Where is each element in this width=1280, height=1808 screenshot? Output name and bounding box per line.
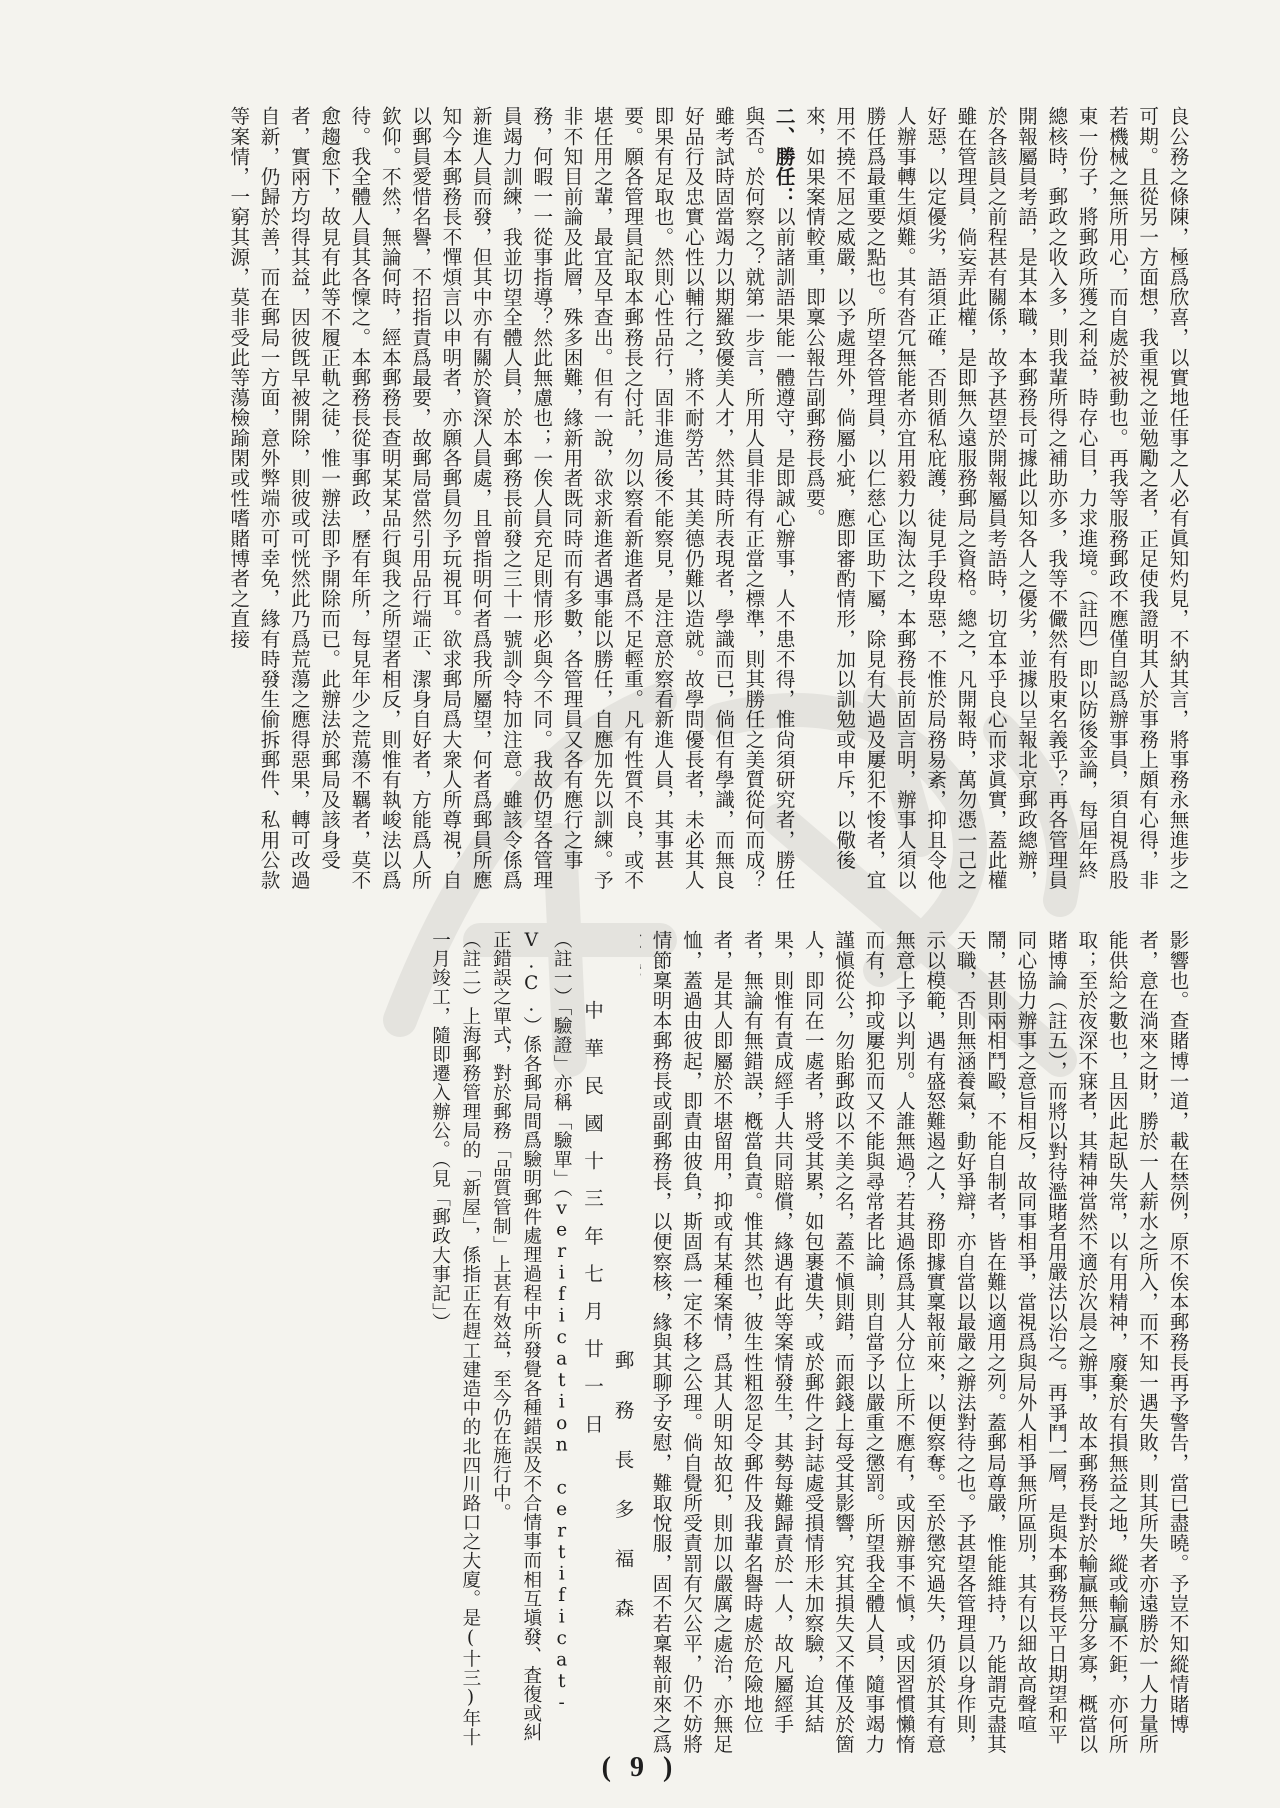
upper-text-block xyxy=(92,106,1192,896)
section-heading-competence: 二、勝任： xyxy=(772,106,796,207)
date-line: 中華民國十三年七月廿一日 xyxy=(580,1000,604,1452)
footnote-2-text: 上海郵務管理局的「新屋」，係指正在趕工建造中的北四川路口之大廈。是(十三)年十一月竣工，隨即遷入辦公。（見「郵政大事記」） xyxy=(429,930,481,1747)
footnote-1 xyxy=(485,930,576,1760)
footnote-1-text: 「驗證」亦稱「驗單」（verification certificat-V.C.）係各郵局間爲驗明郵件處理過程中所發覺各種錯誤及不合情事而相互塡發、査復或糾正錯誤之單式，對於郵務「品質管制」上甚有效益，至今仍在施行中。 xyxy=(490,930,573,1742)
paragraph-conclusion-of-section-one: 良公務之條陳，極爲欣喜，以實地任事之人必有眞知灼見，不納其言，將事務永無進步之可期。且從另一方面想，我重視之並勉勵之者，正足使我證明其人於事務上頗有心得，非若機械之無所用心，而自處於被動也。再我等服務郵政不應僅自認爲辦事員，須自視爲股東一份子，將郵政所獲之利益，時存心目，力求進境。（註四）即以防後金論，每屆年終總核時，郵政之收入多，則我輩所得之補助亦多，我等不儼然有股東名義乎？再各管理員開報屬員考語，是其本職，本郵務長可據此以知各人之優劣，並據以呈報北京郵政總辦，於各該員之前程甚有關係，故予甚望於開報屬員考語時，切宜本乎良心而求眞實，蓋此權雖在管理員，倘妄弄此權，是即無久遠服務郵局之資格。總之，凡開報時，萬勿憑一己之好惡，以定優劣，語須正確，否則循私庇護，徒見手段卑惡，不惟於局務易紊，抑且令他人辦事轉生煩難。其有沓冗無能者亦宜用毅力以淘汰之，本郵務長前固言明，辦事人須以勝任爲最重要之點也。所望各管理員，以仁慈心匡助下屬，除見有大過及屢犯不悛者，宜用不撓不屈之威嚴，以予處理外，倘屬小疵，應即審酌情形，加以訓勉或申斥，以儆後來，如果案情較重，即稟公報告副郵務長爲要。 xyxy=(802,106,1189,890)
footnote-1-label: （註一） xyxy=(551,930,573,1007)
section-two-paragraph xyxy=(223,106,799,896)
signature-line: 郵務長多福森 xyxy=(611,1350,634,1648)
section-two-text: 以前諸訓語果能一體遵守，是即誠心辦事，人不患不得，惟尙須研究者，勝任與否。於何察之？就第一步言，所用人員非得有正當之標準，則其勝任之美質從何而成？雖考試時固當竭力以期羅致優美人才，然其時所表現者，學識而已，倘但有學識，而無良好品行及忠實心性以輔行之，將不耐勞苦，其美德仍難以造就。故學問優長者，未必其人即果有足取也。然則心性品行，固非進局後不能察見，是注意於察看新進人員，其事甚要。願各管理員記取本郵務長之付託，勿以察看新進者爲不足輕重。凡有性質不良，或不堪任用之輩，最宜及早查出。但有一說，欲求新進者遇事能以勝任，自應加先以訓練。予非不知目前論及此層，殊多困難，緣新用者既同時而有多數，各管理員又各有應行之事務，何暇一一從事指導？然此無慮也；一俟人員充足則情形必與今不同。我故仍望各管理員竭力訓練，我並切望全體人員，於本郵務長前發之三十一號訓令特加注意。雖該令係爲新進人員而發，但其中亦有關於資深人員處，且曾指明何者爲我所屬望，何者爲郵員所應知今本郵務長不憚煩言以申明者，亦願各郵員勿予玩視耳。欲求郵局爲大衆人所尊視，自以郵員愛惜名譽，不招指責爲最要，故郵局當然引用品行端正、潔身自好者，方能爲人所欽仰。不然，無論何時，經本郵務長查明某某品行與我之所望者相反，則惟有執峻法以爲待。我全體人員其各懍之。本郵務長從事郵政，歷有年所，每見年少之荒蕩不羈者，莫不愈趨愈下，故見有此等不履正軌之徒，惟一辦法即予開除而已。此辦法於郵局及該身受者，實兩方均得其益，因彼旣早被開除，則彼或可恍然此乃爲荒蕩之應得惡果，轉可改過自新，仍歸於善，而在郵局一方面，意外弊端亦可幸免，緣有時發生偷拆郵件、私用公款等案情，一窮其源，莫非受此等蕩檢踰閑或性嗜賭博者之直接 xyxy=(226,106,796,890)
page-number: ( 9 ) xyxy=(601,1752,679,1783)
footnote-2-label: （註二） xyxy=(459,930,481,1007)
footnote-2 xyxy=(424,930,485,1760)
lower-main-text-block xyxy=(640,930,1192,1760)
lower-notes-block xyxy=(92,930,637,1760)
paragraph-gambling-and-discipline: 影響也。查賭博一道，載在禁例，原不俟本郵務長再予警告，當已盡曉。予豈不知縱情賭博者，意在淌來之財，勝於一人薪水之所入，而不知一遇失敗，則其所失者亦遠勝於一人力量所能供給之數也，且因此起臥失常，以有用精神，廢棄於有損無益之地，縱或輸贏不鉅，亦何所取；至於夜深不寐者，其精神當然不適於次晨之辦事，故本郵務長對於輸贏無分多寡，概當以賭博論（註五），而將以對待濫賭者用嚴法以治之。再爭鬥一層，是與本郵務長平日期望和平同心協力辦事之意旨相反，故同事相爭，當視爲與局外人相爭無所區別，其有以細故高聲喧鬧，甚則兩相鬥毆，不能自制者，皆在難以適用之列。蓋郵局尊嚴，惟能維持，乃能謂克盡其天職，否則無涵養氣，動好爭辯，亦自當以最嚴之辦法對待之也。予甚望各管理員以身作則，示以模範，遇有盛怒難遏之人，務即據實稟報前來，以便察奪。至於懲究過失，仍須於其有意無意上予以判別。人誰無過？若其過係爲其人分位上所不應有，或因辦事不愼，或因習慣懶惰而有，抑或屢犯而又不能與尋常者比論，則自當予以嚴重之懲罰。所望我全體人員，隨事竭力謹愼從公，勿貽郵政以不美之名，蓋不愼則錯，而銀錢上每受其影響，究其損失又不僅及於箇人，即同在一處者，將受其累，如包裹遺失，或於郵件之封誌處受損情形未加察驗，迨其結果，則惟有責成經手人共同賠償，緣遇有此等案情發生，其勢每難歸責於一人，故凡屬經手者，無論有無錯誤，槪當負責。惟其然也，彼生性粗忽足令郵件及我輩名譽時處於危險地位者，是其人即屬於不堪留用，抑或有某種案情，爲其人明知故犯，則加以嚴厲之處治，亦無足恤，蓋過由彼起，即責由彼負，斯固爲一定不移之公理。倘自覺所受責罰有欠公平，仍不妨將情節稟明本郵務長或副郵務長，以便察核，緣與其聊予安慰，難取悅服，固不若稟報前來之爲 xyxy=(649,930,1189,1755)
